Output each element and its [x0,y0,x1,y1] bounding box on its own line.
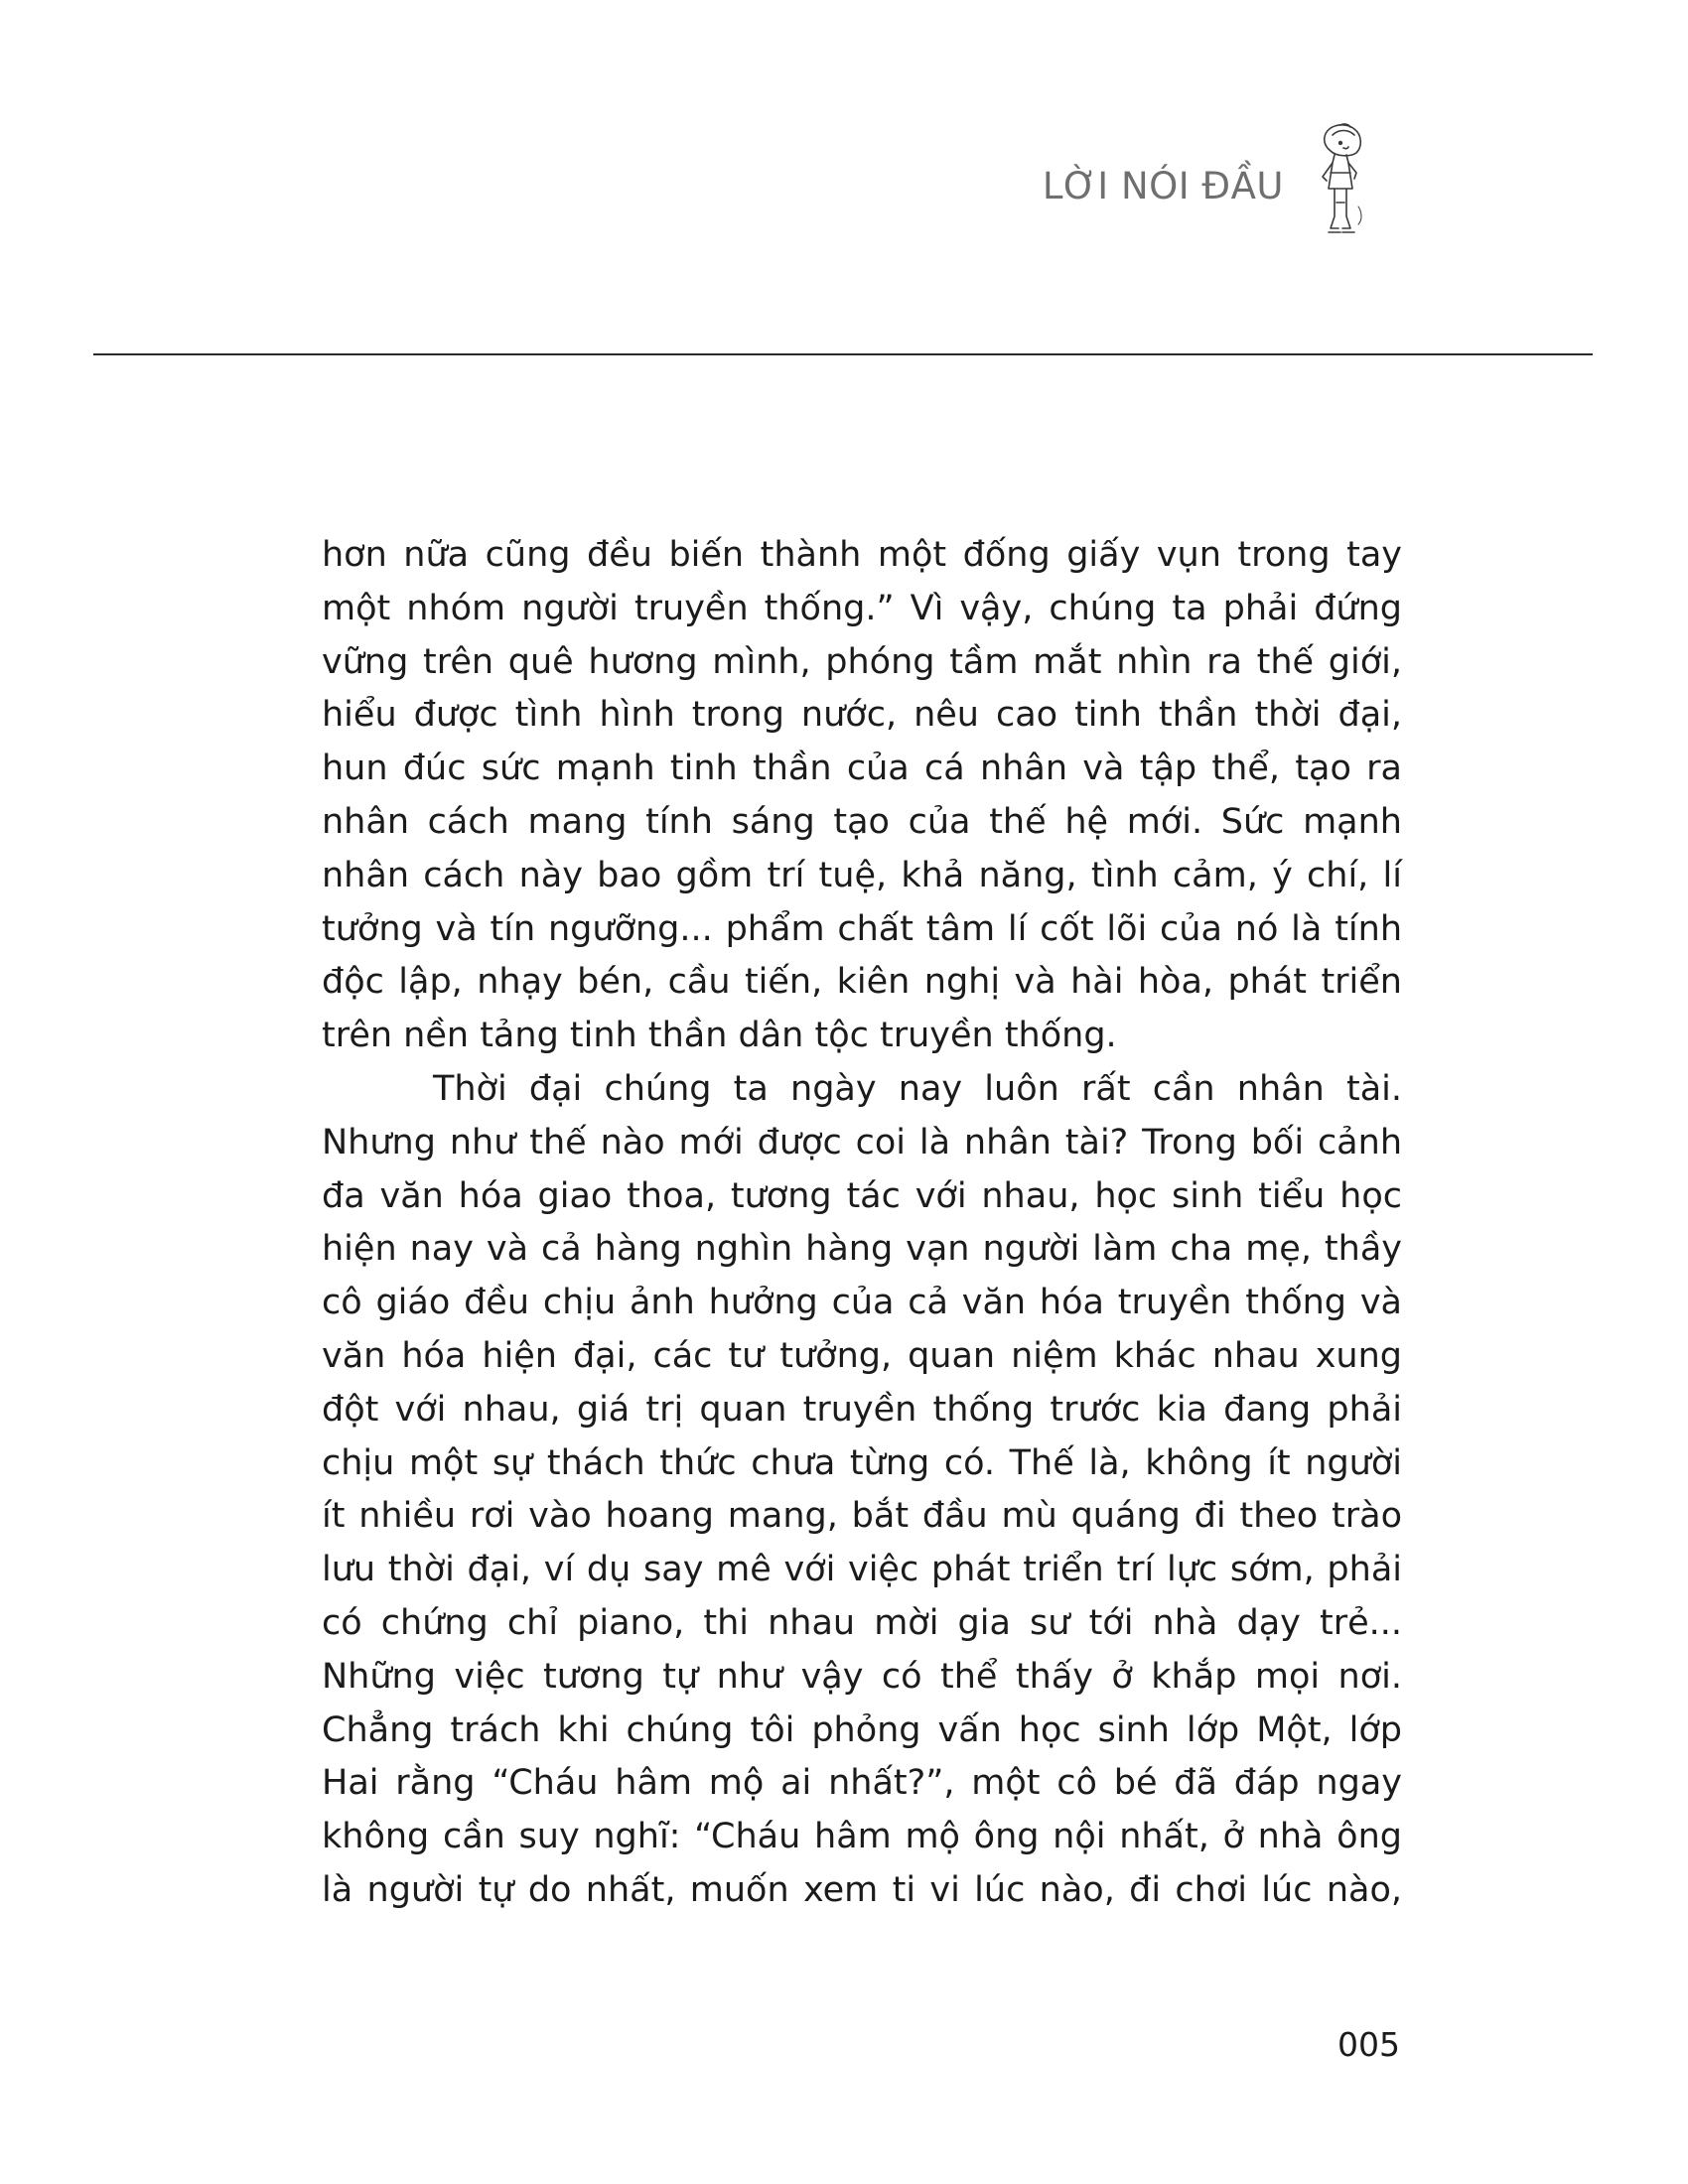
text-line: lưu thời đại, ví dụ say mê với việc phát triển trí lực sớm, phải [322,1550,1402,1590]
text-line: cô giáo đều chịu ảnh hưởng của cả văn hóa truyền thống và [322,1283,1402,1323]
paragraph [322,1063,1402,1918]
text-line: nhân cách mang tính sáng tạo của thế hệ mới. Sức mạnh [322,801,1402,842]
running-header [0,0,1688,357]
text-line: hiện nay và cả hàng nghìn hàng vạn người làm cha mẹ, thầy [322,1229,1402,1270]
page-number: 005 [1337,2025,1400,2064]
text-line: nhân cách này bao gồm trí tuệ, khả năng, tình cảm, ý chí, lí [322,855,1402,895]
text-line: không cần suy nghĩ: “Cháu hâm mộ ông nội nhất, ở nhà ông [322,1817,1402,1857]
text-line: hơn nữa cũng đều biến thành một đống giấy vụn trong tay [322,535,1402,575]
text-line: hiểu được tình hình trong nước, nêu cao tinh thần thời đại, [322,695,1402,736]
text-line: ít nhiều rơi vào hoang mang, bắt đầu mù quáng đi theo trào [322,1496,1402,1537]
text-line: chịu một sự thách thức chưa từng có. Thế là, không ít người [322,1442,1402,1483]
body-text [322,529,1402,1918]
child-figure-icon [1311,117,1372,248]
text-line: độc lập, nhạy bén, cầu tiến, kiên nghị và hài hòa, phát triển [322,962,1402,1003]
text-line: Những việc tương tự như vậy có thể thấy ở khắp mọi nơi. [322,1656,1402,1697]
text-line: Nhưng như thế nào mới được coi là nhân tài? Trong bối cảnh [322,1122,1402,1162]
text-line: Thời đại chúng ta ngày nay luôn rất cần nhân tài. [433,1068,1402,1109]
text-line: đa văn hóa giao thoa, tương tác với nhau, học sinh tiểu học [322,1175,1402,1216]
text-line: hun đúc sức mạnh tinh thần của cá nhân và tập thể, tạo ra [322,749,1402,789]
text-line: văn hóa hiện đại, các tư tưởng, quan niệm khác nhau xung [322,1335,1402,1376]
text-line: có chứng chỉ piano, thi nhau mời gia sư tới nhà dạy trẻ... [322,1602,1402,1643]
text-line: một nhóm người truyền thống.” Vì vậy, chúng ta phải đứng [322,588,1402,628]
text-line: trên nền tảng tinh thần dân tộc truyền thống. [322,1016,1117,1056]
text-line: vững trên quê hương mình, phóng tầm mắt nhìn ra thế giới, [322,641,1402,682]
chapter-title: LỜI NÓI ĐẦU [1042,165,1284,207]
header-divider [93,353,1593,355]
text-line: Hai rằng “Cháu hâm mộ ai nhất?”, một cô bé đã đáp ngay [322,1763,1402,1804]
text-line: đột với nhau, giá trị quan truyền thống trước kia đang phải [322,1389,1402,1430]
text-line: Chẳng trách khi chúng tôi phỏng vấn học sinh lớp Một, lớp [322,1709,1402,1750]
paragraph [322,529,1402,1063]
text-line: tưởng và tín ngưỡng... phẩm chất tâm lí cốt lõi của nó là tính [322,908,1402,949]
text-line: là người tự do nhất, muốn xem ti vi lúc nào, đi chơi lúc nào, [322,1869,1402,1910]
